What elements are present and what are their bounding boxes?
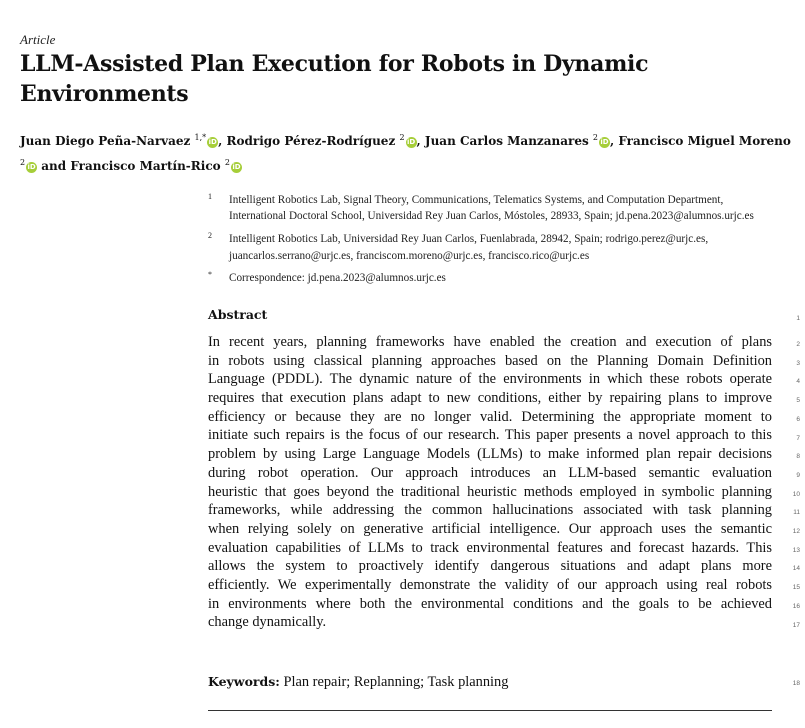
line-number: 7	[796, 434, 800, 442]
article-type: Article	[20, 32, 56, 47]
line-number: 8	[796, 453, 800, 461]
line-number: 12	[792, 528, 800, 535]
line-number: 5	[796, 397, 800, 405]
abstract-line: In recent years, planning frameworks have enabled the creation and execution of plans	[208, 334, 772, 350]
abstract-line: allows the system to proactively identify dangerous situations and adapt plans more	[208, 558, 772, 575]
abstract-heading: Abstract	[208, 307, 268, 322]
orcid-icon[interactable]: iD	[208, 138, 217, 146]
line-number: 10	[792, 490, 800, 498]
affiliation-number: 1	[208, 192, 212, 201]
author-name: Francisco Martín-Rico $^2$ iD	[70, 158, 241, 173]
line-number: 16	[792, 602, 800, 610]
abstract-line: in robots using classical planning approaches based on the Planning Domain Definition	[208, 352, 772, 369]
affiliations	[208, 192, 777, 286]
affiliation-number: 2	[208, 231, 212, 241]
abstract-body	[208, 333, 772, 632]
orcid-icon[interactable]: iD	[27, 163, 36, 171]
line-number: 9	[796, 471, 800, 479]
abstract-line: heuristic that goes beyond the traditional heuristic methods employed in symbolic planning	[208, 483, 772, 500]
abstract-line: frameworks, while addressing the common hallucinations associated with task planning	[208, 502, 772, 519]
abstract-line: in environments where both the environmental conditions and the goals to be achieved	[208, 595, 772, 612]
author-name: Juan Carlos Manzanares $^2$ iD	[424, 133, 609, 148]
line-number: 18	[792, 680, 800, 687]
line-number: 4	[796, 378, 800, 386]
affiliation-text: Intelligent Robotics Lab, Universidad Rey Juan Carlos, Fuenlabrada, 28942, Spain; rodrigo.perez@urjc.es, juancarlos.serrano@urjc.es, franciscom.moreno@urjc.es, francisco.rico@urjc.es	[229, 233, 709, 262]
abstract-line: Language (PDDL). The dynamic nature of the environments in which these robots operate	[208, 371, 772, 388]
affiliation-item	[208, 269, 777, 286]
abstract-line: problem by using Large Language Models (LLMs) to make informed plan repair decisions	[208, 446, 772, 463]
affiliation-text: Correspondence: jd.pena.2023@alumnos.urjc.es	[229, 271, 446, 284]
author-list: Juan Diego Peña-Narvaez $^{1,*}$ iD, Rodrigo Pérez-Rodríguez $^2$ iD, Juan Carlos Manzanares $^2$ iD, Francisco Miguel Moreno $^2$ iD and Francisco Martín-Rico $^2$ iD	[20, 133, 791, 173]
line-number: 2	[796, 341, 800, 348]
author-name: Juan Diego Peña-Narvaez $^{1,*}$ iD	[20, 133, 217, 148]
affiliation-item	[208, 231, 777, 263]
abstract-line: evaluation capabilities of LLMs to track environmental features and forecast hazards. This	[208, 539, 772, 556]
abstract-line: initiate such repairs is the focus of our research. This paper presents a novel approach to this	[208, 427, 772, 444]
author-conjunction: and	[41, 159, 67, 173]
line-number: 1	[796, 315, 800, 322]
author-name: Rodrigo Pérez-Rodríguez $^2$ iD	[226, 133, 416, 148]
line-number: 15	[792, 584, 800, 592]
orcid-icon[interactable]: iD	[600, 138, 609, 146]
abstract-line: during robot operation. Our approach introduces an LLM-based semantic evaluation	[208, 464, 772, 481]
line-number: 13	[792, 546, 800, 554]
affiliation-text: Intelligent Robotics Lab, Signal Theory, Communications, Telematics Systems, and Computation Department, International Doctoral School, Universidad Rey Juan Carlos, Móstoles, 28933, Spain; jd.pena.2023@alumnos.urjc.es	[229, 194, 754, 223]
abstract-line: efficiently. We experimentally demonstrate the validity of our approach using real robots	[208, 576, 772, 593]
keywords-text: Plan repair; Replanning; Task planning	[283, 674, 509, 690]
line-number: 17	[792, 621, 800, 629]
abstract-line: requires that execution plans adapt to new conditions, either by repairing plans to improve	[208, 390, 772, 407]
orcid-icon[interactable]: iD	[406, 138, 416, 146]
line-number: 11	[793, 509, 800, 517]
paper-title: LLM-Assisted Plan Execution for Robots in Dynamic Environments	[20, 51, 649, 107]
abstract-line: efficiency or because they are no longer valid. Determining the appropriate moment to	[208, 408, 772, 425]
affiliation-number: *	[208, 269, 212, 279]
affiliation-item	[208, 192, 777, 224]
line-number: 3	[796, 359, 800, 367]
abstract-line: change dynamically.	[208, 614, 327, 631]
section-divider	[208, 710, 772, 711]
abstract-line: when relying solely on generative artificial intelligence. Our approach uses the semantic	[208, 520, 772, 537]
author-name: Francisco Miguel Moreno $^2$ iD	[20, 134, 791, 171]
line-number: 14	[792, 565, 800, 573]
keywords	[208, 674, 508, 691]
orcid-icon[interactable]: iD	[232, 163, 241, 171]
line-number: 6	[796, 415, 800, 423]
keywords-label: Keywords:	[208, 674, 280, 689]
